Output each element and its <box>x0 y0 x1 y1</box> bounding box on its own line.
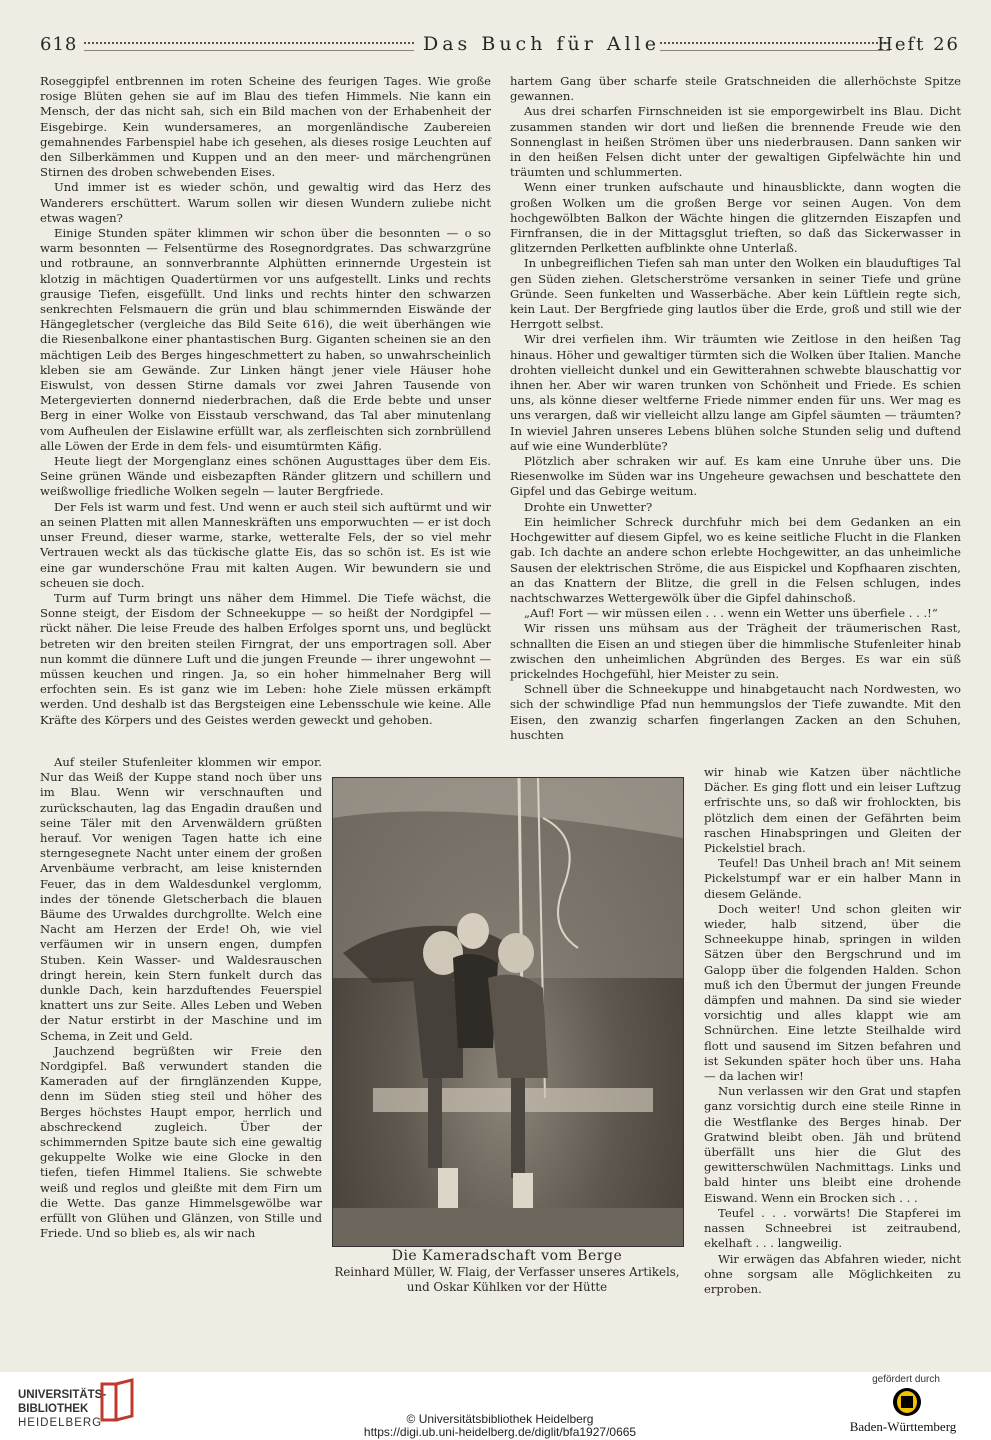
paragraph: Nun verlassen wir den Grat und stapfen ganz vorsichtig durch eine steile Rinne in die Westflanke des Berges hinab. Der Gratwind bleibt oben. Jäh und brütend überfällt uns hier die Glut des gewitterschwülen Nachmittags. Links und bald hinter uns bleibt eine drohende Eiswand. Wenn ein Brocken sich . . . <box>704 1084 961 1205</box>
paragraph: Ein heimlicher Schreck durchfuhr mich bei dem Gedanken an ein Hochgewitter auf diesem Gipfel, wo es keine seitliche Flucht in die Flanken gab. Ich dachte an andere schon erlebte Hochgewitter, an das unheimliche Sausen der elektrischen Ströme, die aus Eispickel und Kopfhaaren zischten, an das Knattern der Blitze, die grell in die Felsen schlugen, indes nachtschwarzes Wettergewölk über die Gipfel dahinschoß. <box>510 514 961 605</box>
paragraph: Heute liegt der Morgenglanz eines schönen Augusttages über dem Eis. Seine grünen Wände und eisbezapften Ränder glitzern und schillern und weißwollige friedliche Wolken segeln — lauter Bergfriede. <box>40 454 491 499</box>
page-number: 618 <box>40 34 78 55</box>
funding-label: gefördert durch <box>872 1374 940 1385</box>
photo-caption <box>326 1249 688 1296</box>
paragraph: Jauchzend begrüßten wir Freie den Nordgipfel. Baß verwundert standen die Kameraden auf der firnglänzenden Kuppe, denn im Süden stieg steil und höher des Berges höchstes Haupt empor, herrlich und abschreckend zugleich. Über der schimmernden Spitze baute sich eine gewaltig gekuppelte Wolke wie eine Glocke in den tiefen, tiefen Himmel Italiens. Sie schwebte weiß und reglos und gleißte mit dem Firn um die Wette. Das ganze Himmelsgewölbe war erfüllt von Glühen und Glänzen, von Stille und Friede. Und so blieb es, als wir nach <box>40 1043 322 1241</box>
paragraph: Wenn einer trunken aufschaute und hinausblickte, dann wogten die großen Wolken um die großen Berge vor seinen Augen. Von dem hochgewölbten Balkon der Wächte hingen die glitzernden Eiszapfen und Firnfransen, die in der Mittagsglut trieften, so daß das Sickerwasser in glitzernden Perlketten aufblinkte ohne Unterlaß. <box>510 180 961 256</box>
permalink[interactable]: https://digi.ub.uni-heidelberg.de/diglit/bfa1927/0665 <box>363 1425 637 1439</box>
header-ornament-left <box>84 42 414 51</box>
photograph-three-climbers <box>332 777 684 1247</box>
left-narrow-column <box>40 755 322 1242</box>
paragraph: Turm auf Turm bringt uns näher dem Himmel. Die Tiefe wächst, die Sonne steigt, der Eisdom der Schneekuppe — so heißt der Nordgipfel — rückt näher. Die leise Freude des halben Erfolges spornt uns, und beglückt betreten wir den breiten steilen Firngrat, der uns emportragen soll. Aber nun kommt die dünnere Luft und die jungen Freunde — ihrer ungewohnt — müssen keuchen und ringen. Ja, so ein hoher himmelnaher Berg will erfochten sein. Es ist ganz wie im Leben: hohe Ziele müssen erkämpft werden. Und deshalb ist das Bergsteigen eine Lebensschule wie keine. Alle Kräfte des Körpers und des Geistes werden geweckt und gehoben. <box>40 590 491 727</box>
paragraph: Der Fels ist warm und fest. Und wenn er auch steil sich auftürmt und wir an seinen Platten mit allen Manneskräften uns emporwuchten — er ist doch unser Freund, dieser warme, starke, wetteralte Fels, der so viel mehr Vertrauen weckt als das tückische glatte Eis, das so schön ist. Es ist wie eine gar wunderschöne Frau mit kalten Augen. Wir bewundern sie und scheuen sie doch. <box>40 499 491 590</box>
photo-illustration <box>333 778 683 1246</box>
paragraph: Schnell über die Schneekuppe und hinabgetaucht nach Nordwesten, wo sich der schwindlige Pfad nun hemmungslos der Tiefe zuwandte. Mit den Eisen, den zwanzig scharfen fingerlangen Zacken an den Schuhen, huschten <box>510 682 961 742</box>
copyright-notice <box>330 1413 670 1439</box>
running-title: Das Buch für Alle <box>423 33 660 55</box>
library-logo-icon <box>100 1378 136 1424</box>
library-name-line: HEIDELBERG <box>18 1417 103 1429</box>
left-column <box>40 74 491 728</box>
paragraph: Und immer ist es wieder schön, und gewaltig wird das Herz des Wanderers erschüttert. Warum sollen wir diesen Wundern zuliebe nicht etwas wagen? <box>40 180 491 225</box>
baden-wuerttemberg-crest-icon <box>879 1386 935 1418</box>
paragraph: Roseggipfel entbrennen im roten Scheine des feurigen Tages. Wie große rosige Blüten gehen sie auf im Blau des tiefen Himmels. Nie kann ein Mensch, der das nicht sah, sich ein Bild machen von der Erhabenheit der Eisgebirge. Kein wundersameres, an morgenländische Zaubereien gemahnendes Farbenspiel habe ich gesehen, als dieses rosige Leuchten auf den Silberkämmen und Kuppen und an den meer- und märchengrünen Stirnen des droben schwebenden Eises. <box>40 74 491 180</box>
caption-title: Die Kameradschaft vom Berge <box>391 1248 623 1264</box>
paragraph: Auf steiler Stufenleiter klommen wir empor. Nur das Weiß der Kuppe stand noch über uns im Blau. Wenn wir verschnauften und zurückschauten, lag das Engadin draußen und seine Täler mit den Arvenwäldern grüßten herauf. Vor wenigen Tagen hatte ich eine sterngesegnete Nacht unter einem der großen Arvenbäume verbracht, am leise knisternden Feuer, das in dem Waldesdunkel verglomm, indes der tönende Gletscherbach die blauen Bäume des Urwaldes durchgrollte. Welch eine Nacht am Herzen der Erde! Oh, wie viel verfäumen wir in unsern engen, dumpfen Stuben. Kein Wasser- und Waldesrauschen dringt herein, kein Stern funkelt durch das dunkle Dach, kein harzduftendes Feuerspiel knattert uns zur Seite. Alles Leben und Weben der Natur erstirbt in der Maschine und im Schema, in Zeit und Geld. <box>40 755 322 1043</box>
copyright-text: © Universitätsbibliothek Heidelberg <box>406 1412 594 1426</box>
header-ornament-right <box>660 42 890 51</box>
caption-line: Reinhard Müller, W. Flaig, der Verfasser unseres Artikels, <box>334 1264 680 1279</box>
caption-line: und Oskar Kühlken vor der Hütte <box>406 1280 608 1294</box>
paragraph: Doch weiter! Und schon gleiten wir wieder, halb sitzend, über die Schneekuppe hinab, springen in wilden Sätzen über den Bergschrund und im Galopp über die folgenden Halden. Schon muß ich den Übermut der jungen Freunde dämpfen und mahnen. Da sind sie wieder vorsichtig und alles klappt wie am Schnürchen. Eine letzte Steilhalde wird flott und sausend im Sitzen befahren und ist Sekunden später hoch über uns. Haha — da lachen wir! <box>704 901 961 1084</box>
funder-name: Baden-Württemberg <box>849 1419 957 1434</box>
library-name-line: UNIVERSITÄTS- <box>18 1389 107 1401</box>
library-name-line: BIBLIOTHEK <box>18 1403 89 1415</box>
paragraph: „Auf! Fort — wir müssen eilen . . . wenn ein Wetter uns überfiele . . .!“ <box>524 606 938 621</box>
paragraph: Wir drei verfielen ihm. Wir träumten wie Zeitlose in den heißen Tag hinaus. Höher und gewaltiger türmten sich die Wolken über Italien. Manche drohten vielleicht dunkel und ein Gewitterahnen schwebte blauschattig vor ihnen her. Aber wir waren trunken von Schönheit und Friede. Es schien uns, als könne dieser weltferne Friede nimmer enden für uns. Wer mag es uns verargen, daß wir vielleicht allzu lange am Gipfel säumten — träumten? In wieviel Jahren unseres Lebens blühen solche Stunden selig und duftend auf wie eine Wunderblüte? <box>510 332 961 453</box>
right-narrow-column <box>704 765 961 1297</box>
paragraph: Teufel . . . vorwärts! Die Stapferei im nassen Schneebrei ist zeitraubend, ekelhaft . . . langweilig. <box>704 1205 961 1251</box>
paragraph: Drohte ein Unwetter? <box>524 499 653 514</box>
paragraph: Aus drei scharfen Firnschneiden ist sie emporgewirbelt ins Blau. Dicht zusammen standen wir dort und ließen die brennende Freude wie den Sonnenglast in heißen Strömen über uns niederbrausen. Dann sanken wir in den heißen Felsen dicht unter der gewaltigen Gipfelwächte hin und träumten und schlummerten. <box>510 104 961 180</box>
paragraph: Teufel! Das Unheil brach an! Mit seinem Pickelstumpf war er ein halber Mann in diesem Gelände. <box>704 856 961 901</box>
paragraph: hartem Gang über scharfe steile Gratschneiden die allerhöchste Spitze gewannen. <box>510 74 961 104</box>
running-header <box>40 30 960 58</box>
paragraph: Plötzlich aber schraken wir auf. Es kam eine Unruhe über uns. Die Riesenwolke im Süden war ins Ungeheure gewachsen und beschattete den Gipfel und das Gebirge weitum. <box>510 454 961 499</box>
paragraph: wir hinab wie Katzen über nächtliche Dächer. Es ging flott und ein leiser Luftzug erfrischte uns, so daß wir frohlockten, bis plötzlich dem einen der Gefährten beim raschen Hinabspringen und Gleiten der Pickelstiel brach. <box>704 765 961 856</box>
paragraph: In unbegreiflichen Tiefen sah man unter den Wolken ein blauduftiges Tal gen Süden ziehen. Gletscherströme versanken in seiner Tiefe und grüne Gründe. Seen funkelten und Wasserbäche. Aber kein Lüftlein regte sich, kein Laut. Der Bergfriede ging lautlos über die Erde, groß und still wie der Herrgott selbst. <box>510 256 961 332</box>
paragraph: Wir rissen uns mühsam aus der Trägheit der träumerischen Rast, schnallten die Eisen an und stiegen über die himmlische Stufenleiter hinab zwischen den unheimlichen Abgründen des Berges. Es war ein süß prickelndes Hochgefühl, hier Meister zu sein. <box>510 621 961 681</box>
paragraph: Einige Stunden später klimmen wir schon über die besonnten — o so warm besonnten — Felsentürme des Rosegnordgrates. Das schwarzgrüne und rotbraune, an sonnverbrannte Alphütten erinnernde Urgestein ist klotzig in mächtigen Quadertürmen vor uns aufgestellt. Links und rechts grausige Tiefen, eisgefüllt. Und links und rechts hinter den schwarzen senkrechten Felsmauern die grün und blau schimmernden Eiswände der Hängegletscher (vergleiche das Bild Seite 616), die weit überhängen wie die Riesenbalkone einer phantastischen Burg. Giganten scheinen sie an den mächtigen Leib des Berges hingeschmettert zu haben, so unwahrscheinlich kleben sie am Gewände. Zur Linken hängt jener viele Häuser hohe Eiswulst, von dessen Stirne damals vor zwei Jahren Tausende von Metergevierten donnernd niederbrachen, daß die Erde bebte und unser Berg in einer Wolke von Eisstaub verschwand, das Tal aber minutenlang vom Aufheulen der Eislawine erfüllt war, als zerfleischten sich zornbrüllend alle Löwen der Erde in dem fels- und eisumtürmten Käfig. <box>40 226 491 453</box>
issue-label: Heft 26 <box>877 34 960 55</box>
paragraph: Wir erwägen das Abfahren wieder, nicht ohne sorgsam alle Möglichkeiten zu erproben. <box>704 1251 961 1296</box>
right-column <box>510 74 961 743</box>
